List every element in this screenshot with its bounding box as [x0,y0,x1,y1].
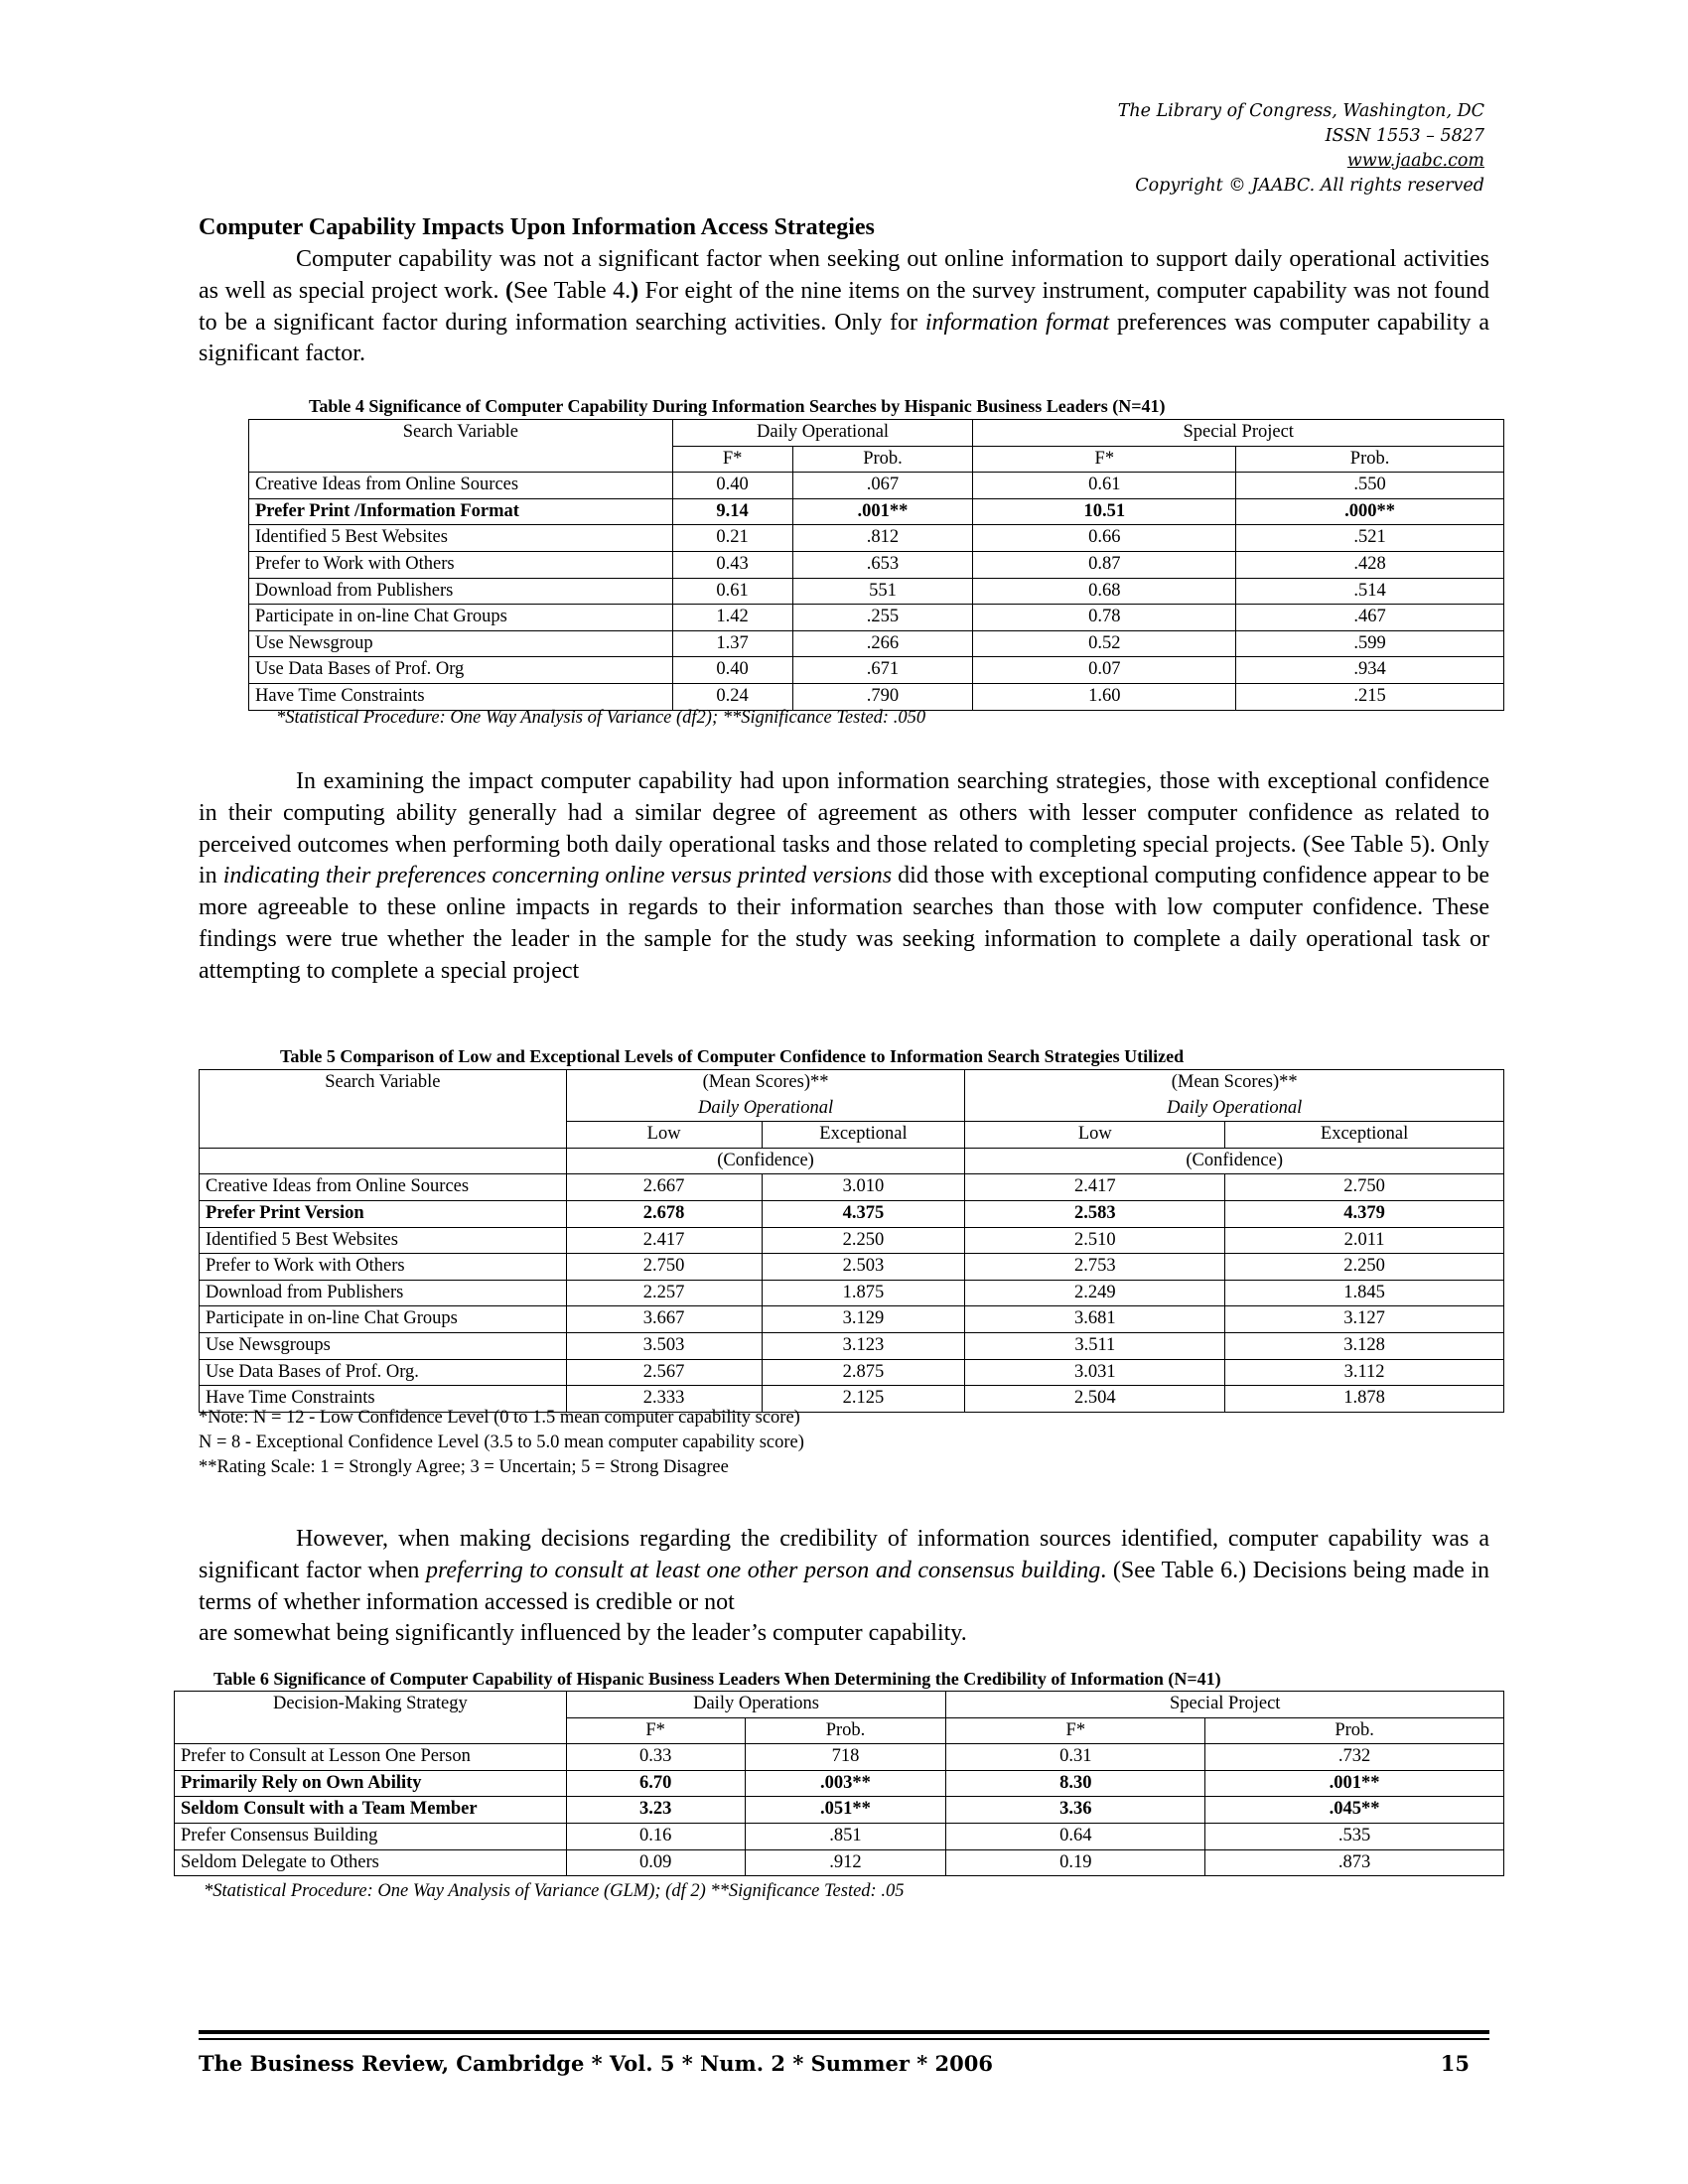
table-4-subheader: Prob. [792,446,973,473]
table-row: Use Newsgroup 1.37 .266 0.52 .599 [249,630,1504,657]
table-row: Prefer Print Version 2.678 4.375 2.583 4.379 [200,1200,1504,1227]
table-5-caption: Table 5 Comparison of Low and Exceptional Levels of Computer Confidence to Information Search Strategies Utilized [280,1046,1185,1066]
header-url[interactable]: www.jaabc.com [1346,151,1484,171]
table-6-header-strategy: Decision-Making Strategy [175,1692,567,1718]
header-library: The Library of Congress, Washington, DC [1117,101,1484,121]
page-header [889,99,1484,199]
table-row: Seldom Delegate to Others 0.09 .912 0.19 .873 [175,1849,1504,1876]
table-5-note-exceptional: N = 8 - Exceptional Confidence Level (3.5 to 5.0 mean computer capability score) [199,1433,804,1452]
table-5-subheader: Low [566,1122,762,1149]
table-row: Primarily Rely on Own Ability 6.70 .003** 8.30 .001** [175,1770,1504,1797]
table-row: Have Time Constraints 2.333 2.125 2.504 1.878 [200,1386,1504,1413]
table-6-subheader: Prob. [745,1717,946,1744]
table-5-confidence: (Confidence) [566,1148,965,1174]
table-row: Seldom Consult with a Team Member 3.23 .051** 3.36 .045** [175,1797,1504,1824]
table-5-header-daily: Daily Operational [965,1096,1504,1122]
table-6-caption: Table 6 Significance of Computer Capability of Hispanic Business Leaders When Determining the Credibility of Information (N=41) [213,1669,1221,1689]
table-row: Use Data Bases of Prof. Org. 2.567 2.875 3.031 3.112 [200,1359,1504,1386]
table-6-header-special: Special Project [946,1692,1504,1718]
table-row: Prefer Print /Information Format 9.14 .001** 10.51 .000** [249,498,1504,525]
footer-rule [199,2030,1489,2034]
table-5-subheader: Exceptional [1225,1122,1504,1149]
table-5-note-low: *Note: N = 12 - Low Confidence Level (0 to 1.5 mean computer capability score) [199,1408,800,1428]
footer-journal: The Business Review, Cambridge * Vol. 5 * Num. 2 * Summer * 2006 [199,2051,993,2076]
table-4-caption: Table 4 Significance of Computer Capability During Information Searches by Hispanic Business Leaders (N=41) [309,396,1166,416]
paragraph-3: However, when making decisions regarding the credibility of information sources identified, computer capability was a significant factor when preferring to consult at least one other person and consensus building. (See Table 6.) Decisions being made in terms of whether information accessed is credible or not are somewhat being significantly influenced by the leader’s computer capability. [199,1526,1490,1647]
section-title: Computer Capability Impacts Upon Information Access Strategies [199,214,875,240]
table-4-header-special: Special Project [973,420,1504,447]
table-row: Creative Ideas from Online Sources 2.667 3.010 2.417 2.750 [200,1174,1504,1201]
paragraph-2: In examining the impact computer capability had upon information searching strategies, those with exceptional confidence in their computing ability generally had a similar degree of agreement as others with lesser computer confidence as related to perceived outcomes when performing both daily operational tasks and those related to completing special projects. (See Table 5). Only in indicating their preferences concerning online versus printed versions did those with exceptional computing confidence appear to be more agreeable to these online impacts in regards to their information searches than those with low computer confidence. These findings were true whether the leader in the sample for the study was seeking information to complete a daily operational task or attempting to complete a special project [199,768,1490,984]
table-4 [248,419,1504,711]
table-row: Participate in on-line Chat Groups 3.667 3.129 3.681 3.127 [200,1306,1504,1333]
table-6-subheader: F* [566,1717,745,1744]
paragraph-1: Computer capability was not a significant factor when seeking out online information to support daily operational activities as well as special project work. (See Table 4.) For eight of the nine items on the survey instrument, computer capability was not found to be a significant factor during information searching activities. Only for information format preferences was computer capability a significant factor. [199,246,1489,367]
footer-rule [199,2038,1489,2040]
table-4-header-daily: Daily Operational [672,420,973,447]
table-row: Identified 5 Best Websites 0.21 .812 0.66 .521 [249,525,1504,552]
table-5-note-scale: **Rating Scale: 1 = Strongly Agree; 3 = Uncertain; 5 = Strong Disagree [199,1457,729,1477]
table-row: Download from Publishers 0.61 551 0.68 .514 [249,578,1504,605]
table-row: Prefer to Work with Others 2.750 2.503 2.753 2.250 [200,1254,1504,1281]
table-4-subheader: F* [973,446,1236,473]
table-row: Participate in on-line Chat Groups 1.42 .255 0.78 .467 [249,605,1504,631]
table-5-subheader: Low [965,1122,1225,1149]
header-issn: ISSN 1553 – 5827 [1325,126,1484,146]
table-row: Use Newsgroups 3.503 3.123 3.511 3.128 [200,1332,1504,1359]
table-5-subheader: Exceptional [762,1122,965,1149]
table-6-header-daily: Daily Operations [566,1692,946,1718]
table-5 [199,1069,1504,1413]
table-5-header-mean-scores: (Mean Scores)** [965,1070,1504,1096]
table-row: Prefer to Work with Others 0.43 .653 0.87 .428 [249,551,1504,578]
table-5-header-search-variable: Search Variable [200,1070,567,1096]
table-4-note: *Statistical Procedure: One Way Analysis of Variance (df2); **Significance Tested: .050 [276,708,926,728]
table-row: Creative Ideas from Online Sources 0.40 .067 0.61 .550 [249,473,1504,499]
table-row: Have Time Constraints 0.24 .790 1.60 .215 [249,683,1504,710]
table-row: Prefer to Consult at Lesson One Person 0.33 718 0.31 .732 [175,1744,1504,1771]
table-row: Use Data Bases of Prof. Org 0.40 .671 0.07 .934 [249,657,1504,684]
table-4-subheader: F* [672,446,792,473]
table-row: Identified 5 Best Websites 2.417 2.250 2.510 2.011 [200,1227,1504,1254]
table-row: Download from Publishers 2.257 1.875 2.249 1.845 [200,1280,1504,1306]
table-4-header-search-variable: Search Variable [249,420,673,447]
table-6-note: *Statistical Procedure: One Way Analysis of Variance (GLM); (df 2) **Significance Tested: .05 [204,1881,905,1901]
table-4-subheader: Prob. [1236,446,1504,473]
table-6-subheader: Prob. [1205,1717,1504,1744]
page-number: 15 [1440,2051,1470,2076]
table-6-subheader: F* [946,1717,1205,1744]
table-5-header-mean-scores: (Mean Scores)** [566,1070,965,1096]
header-copyright: Copyright © JAABC. All rights reserved [1135,176,1484,196]
table-6 [174,1691,1504,1876]
table-row: Prefer Consensus Building 0.16 .851 0.64 .535 [175,1823,1504,1849]
table-5-confidence: (Confidence) [965,1148,1504,1174]
table-5-header-daily: Daily Operational [566,1096,965,1122]
